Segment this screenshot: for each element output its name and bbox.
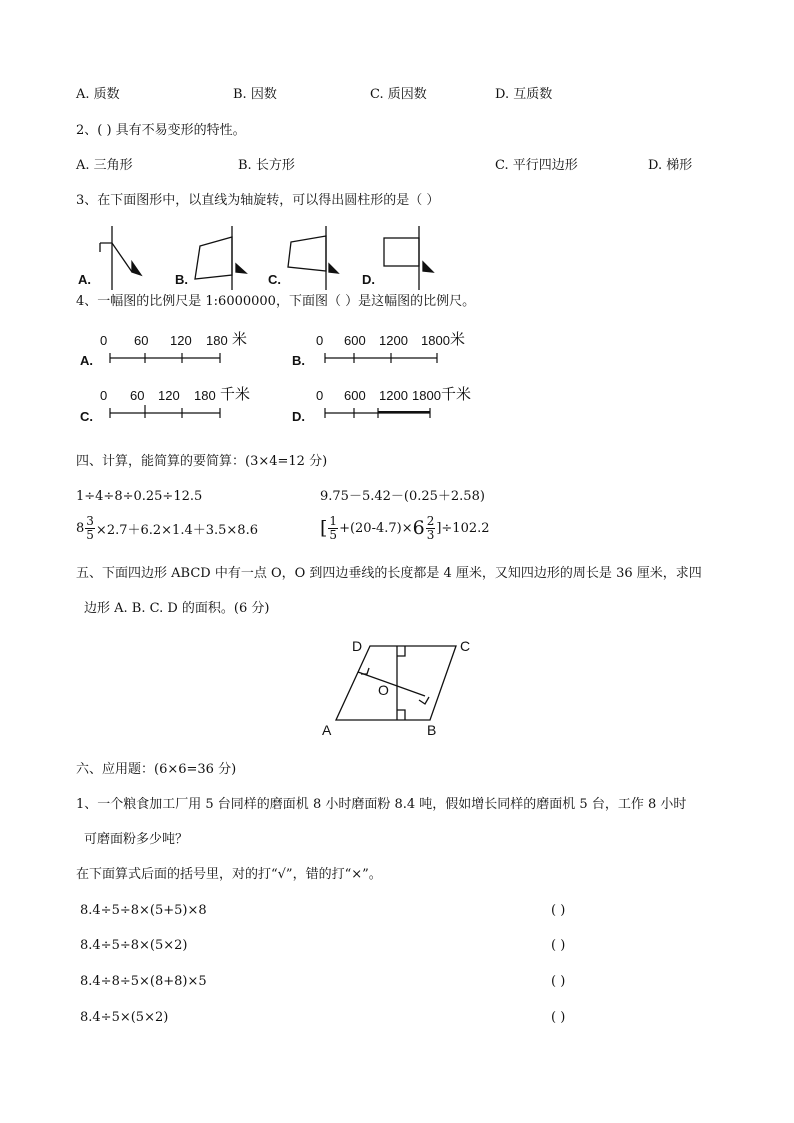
q3-label-c: C. (268, 272, 281, 287)
scale-b-label: B. (292, 353, 305, 368)
q3-label-a: A. (78, 272, 91, 287)
scale-c-tick-1: 60 (130, 388, 145, 403)
q2-option-c: C. 平行四边形 (495, 158, 578, 173)
calc-expr-3-whole: 8 (76, 520, 85, 536)
scale-d-unit: 千米 (441, 386, 472, 403)
judge-expr-3: 8.4÷8÷5×(8+8)×5 (80, 974, 207, 989)
calc-expr-4-f1num: 1 (329, 514, 338, 528)
q2-option-a: A. 三角形 (76, 158, 133, 173)
vertex-label-d: D (352, 638, 363, 654)
calc-expr-4-f2num: 2 (426, 514, 435, 528)
q4-question: 4、一幅图的比例尺是 1:6000000，下面图（ ）是这幅图的比例尺。 (76, 294, 476, 309)
q1-option-b: B. 因数 (233, 87, 277, 102)
judge-expr-1: 8.4÷5÷8×(5+5)×8 (80, 903, 207, 918)
section5-line2: 边形 A. B. C. D 的面积。(6 分) (84, 601, 270, 616)
q3-label-b: B. (175, 272, 188, 287)
q1-option-d: D. 互质数 (495, 87, 553, 102)
calc-expr-3-rest: ×2.7＋6.2×1.4＋3.5×8.6 (95, 522, 258, 538)
scale-b-unit: 米 (450, 331, 466, 348)
calc-expr-1: 1÷4÷8÷0.25÷12.5 (76, 489, 203, 504)
vertex-label-o: O (378, 682, 389, 698)
q3-label-d: D. (362, 272, 375, 287)
scale-b-tick-3: 1800 (421, 333, 450, 348)
calc-expr-4-open: [ (320, 517, 328, 540)
scale-d-tick-2: 1200 (379, 388, 408, 403)
calc-expr-4-rest: ]÷102.2 (436, 520, 490, 536)
judge-instruction: 在下面算式后面的括号里，对的打“√”，错的打“×”。 (76, 867, 382, 882)
calc-expr-3-den: 5 (86, 527, 94, 542)
q3-question: 3、在下面图形中，以直线为轴旋转，可以得出圆柱形的是（ ） (76, 193, 440, 208)
scale-a-tick-2: 120 (170, 333, 192, 348)
q2-option-d: D. 梯形 (648, 158, 693, 173)
vertex-label-a: A (322, 722, 332, 738)
scale-d-label: D. (292, 409, 305, 424)
scale-b-tick-0: 0 (316, 333, 324, 348)
calc-expr-4-f1den: 5 (329, 527, 338, 542)
calc-expr-4-f2den: 3 (426, 527, 435, 542)
scale-c-tick-3: 180 (194, 388, 216, 403)
scale-a-unit: 米 (232, 331, 248, 348)
calc-expr-3-num: 3 (86, 514, 94, 528)
vertex-label-b: B (427, 722, 437, 738)
judge-expr-4: 8.4÷5×(5×2) (80, 1010, 169, 1025)
scale-a-tick-0: 0 (100, 333, 108, 348)
calc-expr-4-whole: 6 (412, 517, 425, 540)
judge-expr-2: 8.4÷5÷8×(5×2) (80, 938, 188, 953)
scale-b-tick-2: 1200 (379, 333, 408, 348)
section4-title: 四、计算，能简算的要简算：(3×4=12 分) (76, 454, 328, 469)
judge-bracket-3[interactable]: ( ) (551, 974, 566, 989)
judge-bracket-2[interactable]: ( ) (551, 938, 566, 953)
judge-bracket-4[interactable]: ( ) (551, 1010, 566, 1025)
calc-expr-4-mid: +(20-4.7)× (339, 520, 413, 536)
scale-c-tick-0: 0 (100, 388, 108, 403)
q1-option-c: C. 质因数 (370, 87, 427, 102)
scale-d-tick-3: 1800 (412, 388, 441, 403)
scale-a-tick-3: 180 (206, 333, 228, 348)
scale-d-tick-1: 600 (344, 388, 366, 403)
scale-c-unit: 千米 (220, 386, 251, 403)
problem1-line2: 可磨面粉多少吨？ (84, 832, 189, 847)
q1-option-a: A. 质数 (76, 87, 120, 102)
calc-expr-2: 9.75－5.42－(0.25＋2.58) (320, 489, 485, 504)
q2-question: 2、( ) 具有不易变形的特性。 (76, 123, 246, 138)
q2-option-b: B. 长方形 (238, 158, 295, 173)
section5-line1: 五、下面四边形 ABCD 中有一点 O，O 到四边垂线的长度都是 4 厘米，又知四边形的周长是 36 厘米，求四 (76, 566, 702, 581)
judge-bracket-1[interactable]: ( ) (551, 903, 566, 918)
scale-a-tick-1: 60 (134, 333, 149, 348)
scale-a-label: A. (80, 353, 93, 368)
scale-c-label: C. (80, 409, 93, 424)
scale-c-tick-2: 120 (158, 388, 180, 403)
scale-d-tick-0: 0 (316, 388, 324, 403)
problem1-line1: 1、一个粮食加工厂用 5 台同样的磨面机 8 小时磨面粉 8.4 吨，假如增长同样的磨面机 5 台，工作 8 小时 (76, 797, 687, 812)
scale-b-tick-1: 600 (344, 333, 366, 348)
vertex-label-c: C (460, 638, 471, 654)
section6-title: 六、应用题：(6×6=36 分) (76, 762, 237, 777)
